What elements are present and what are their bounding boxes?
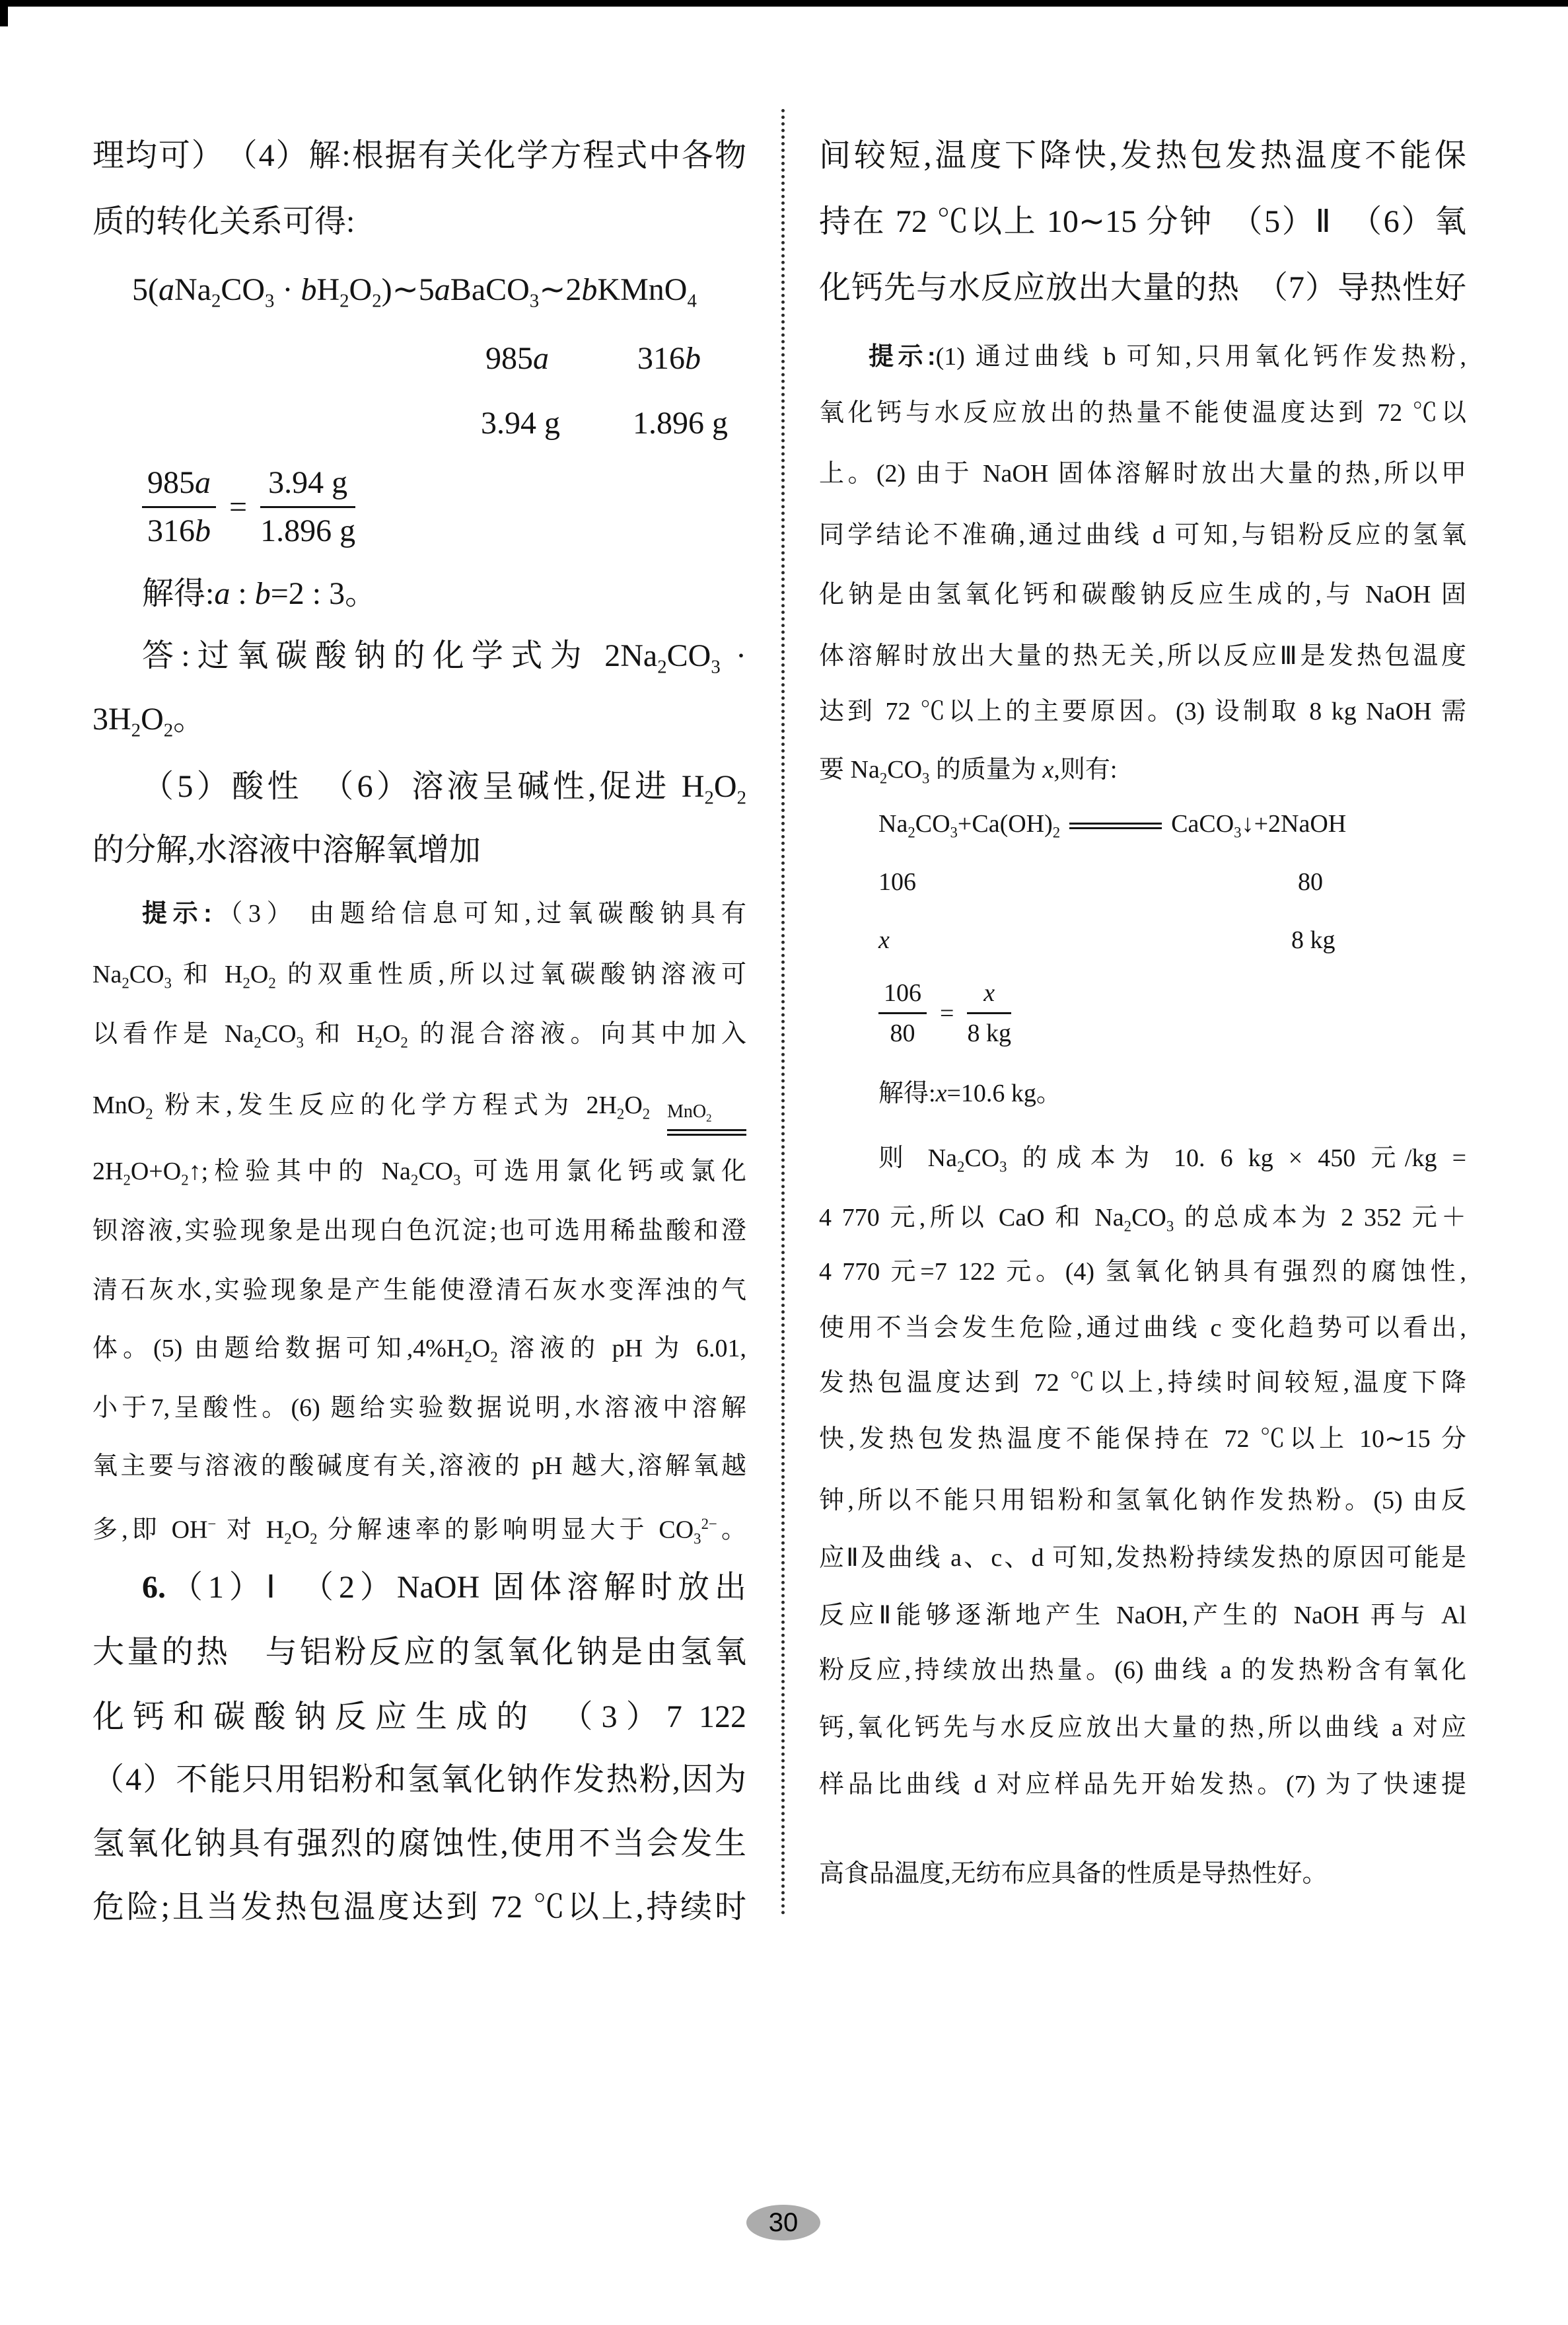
text-span: x	[878, 926, 890, 954]
text-line: 解得:x=10.6 kg。	[878, 1080, 1061, 1107]
text-line: 钙,氧化钙先与水反应放出大量的热,所以曲线 a 对应	[819, 1714, 1466, 1742]
text-line: 粉反应,持续放出热量。(6) 曲线 a 的发热粉含有氧化	[819, 1656, 1466, 1684]
text-line: 危险;且当发热包温度达到 72 ℃以上,持续时	[92, 1890, 746, 1925]
text-line: 发热包温度达到 72 ℃以上,持续时间较短,温度下降	[819, 1369, 1466, 1397]
text-line: 提示:（3） 由题给信息可知,过氧碳酸钠具有	[142, 900, 746, 928]
text-line: 氧主要与溶液的酸碱度有关,溶液的 pH 越大,溶解氧越	[92, 1452, 746, 1480]
text-line: 6.（1）Ⅰ （2）NaOH 固体溶解时放出	[142, 1570, 746, 1605]
text-span: 985a	[485, 341, 549, 376]
text-span: 106	[878, 868, 916, 896]
text-line: 体溶解时放出大量的热无关,所以反应Ⅲ是发热包温度	[819, 642, 1466, 670]
text-line: MnO$_2$ 粉末,发生反应的化学方程式为 $2H_2O_2$ MnO$_2$	[92, 1089, 746, 1136]
text-span: 80	[1298, 868, 1323, 896]
text-line: 以看作是 $Na_2CO_3$ 和 $H_2O_2$ 的混合溶液。向其中加入	[92, 1020, 746, 1051]
text-line: 应Ⅱ及曲线 a、c、d 可知,发热粉持续发热的原因可能是	[819, 1544, 1466, 1572]
text-line: 上。(2) 由于 NaOH 固体溶解时放出大量的热,所以甲	[819, 460, 1466, 488]
text-line: 反应Ⅱ能够逐渐地产生 NaOH,产生的 NaOH 再与 Al	[819, 1602, 1466, 1629]
text-line: 快,发热包发热温度不能保持在 72 ℃以上 10∼15 分	[819, 1425, 1466, 1453]
text-line: 氧化钙与水反应放出的热量不能使温度达到 72 ℃以	[819, 399, 1466, 427]
text-line: 高食品温度,无纺布应具备的性质是导热性好。	[819, 1860, 1328, 1888]
text-line: $3H_2O_2$。	[92, 702, 205, 741]
text-line: 答:过氧碳酸钠的化学式为 $2Na_2CO_3$ ·	[142, 638, 747, 678]
page-number-badge	[746, 2205, 820, 2240]
text-line: $5(aNa_2CO_3$ · $bH_2O_2)\sim 5aBaCO_3\sim 2bKMnO_4$	[132, 272, 697, 312]
text-span: 316b	[637, 341, 701, 376]
text-line: 4 770 元,所以 CaO 和 $Na_2CO_3$ 的总成本为 2 352 元＋	[819, 1204, 1466, 1235]
text-line: 质的转化关系可得:	[92, 204, 355, 239]
text-line: $\frac{985a}{316b}$ = $\frac{3.94 g}{1.896 g}$	[142, 462, 355, 552]
text-line: 化钠是由氢氧化钙和碳酸钠反应生成的,与 NaOH 固	[819, 581, 1466, 609]
text-line: （4）不能只用铝粉和氢氧化钠作发热粉,因为	[92, 1762, 746, 1797]
text-line: 样品比曲线 d 对应样品先开始发热。(7) 为了快速提	[819, 1771, 1466, 1798]
text-line: $Na_2CO_3+Ca(OH)_2$ CaCO$_3$↓+2NaOH	[878, 810, 1347, 841]
text-line: 要 $Na_2CO_3$ 的质量为 x,则有:	[819, 756, 1118, 787]
page-number: 30	[768, 2207, 799, 2237]
text-span: 8 kg	[1291, 926, 1336, 954]
text-line: 清石灰水,实验现象是产生能使澄清石灰水变浑浊的气	[92, 1276, 746, 1304]
text-line: 氢氧化钠具有强烈的腐蚀性,使用不当会发生	[92, 1826, 746, 1861]
text-line: 理均可） （4）解:根据有关化学方程式中各物	[92, 138, 746, 173]
scan-corner-mark	[0, 0, 8, 26]
right-column	[819, 0, 1466, 2325]
text-line: 则 $Na_2CO_3$ 的成本为 10. 6 kg × 450 元/kg =	[878, 1144, 1466, 1175]
text-line: $Na_2CO_3$ 和 $H_2O_2$ 的双重性质,所以过氧碳酸钠溶液可	[92, 961, 746, 992]
text-line: 提示:(1) 通过曲线 b 可知,只用氧化钙作发热粉,	[869, 343, 1466, 371]
text-line: 体。(5) 由题给数据可知$,4\%H_2O_2$ 溶液的 pH 为 6.01,	[92, 1335, 746, 1366]
text-line: 使用不当会发生危险,通过曲线 c 变化趋势可以看出,	[819, 1314, 1466, 1342]
text-line: 化钙先与水反应放出大量的热 （7）导热性好	[819, 270, 1466, 305]
text-line: （5）酸性 （6）溶液呈碱性,促进 $H_2O_2$	[142, 769, 746, 809]
text-span: 3.94 g	[481, 406, 560, 441]
column-divider	[781, 109, 785, 1916]
text-line: 小于7,呈酸性。(6) 题给实验数据说明,水溶液中溶解	[92, 1394, 746, 1422]
left-column	[92, 0, 746, 2325]
text-line: 多,即 OH− 对 $H_2O_2$ 分解速率的影响明显大于 $CO_3^{2-}$。	[92, 1516, 746, 1547]
text-line: 达到 72 ℃以上的主要原因。(3) 设制取 8 kg NaOH 需	[819, 698, 1466, 725]
text-line: 钡溶液,实验现象是出现白色沉淀;也可选用稀盐酸和澄	[92, 1217, 746, 1245]
text-line: $\frac{106}{80}$ = $\frac{x}{8 kg}$	[878, 977, 1011, 1050]
text-line: 钟,所以不能只用铝粉和氢氧化钠作发热粉。(5) 由反	[819, 1487, 1466, 1514]
text-line: 解得:a : b=2 : 3。	[142, 576, 377, 611]
text-line: $2H_2O+O_2↑$;检验其中的 $Na_2CO_3$ 可选用氯化钙或氯化	[92, 1158, 746, 1189]
text-line: 化钙和碳酸钠反应生成的 （3）7 122	[92, 1699, 746, 1734]
text-line: 的分解,水溶液中溶解氧增加	[92, 832, 481, 867]
text-line: 同学结论不准确,通过曲线 d 可知,与铝粉反应的氢氧	[819, 521, 1466, 549]
text-span: 1.896 g	[633, 406, 728, 441]
text-line: 持在 72 ℃以上 10∼15 分钟 （5）Ⅱ （6）氧	[819, 204, 1466, 239]
text-line: 4 770 元=7 122 元。(4) 氢氧化钠具有强烈的腐蚀性,	[819, 1258, 1466, 1286]
text-line: 大量的热 与铝粉反应的氢氧化钠是由氢氧	[92, 1635, 746, 1670]
text-line: 间较短,温度下降快,发热包发热温度不能保	[819, 138, 1466, 173]
